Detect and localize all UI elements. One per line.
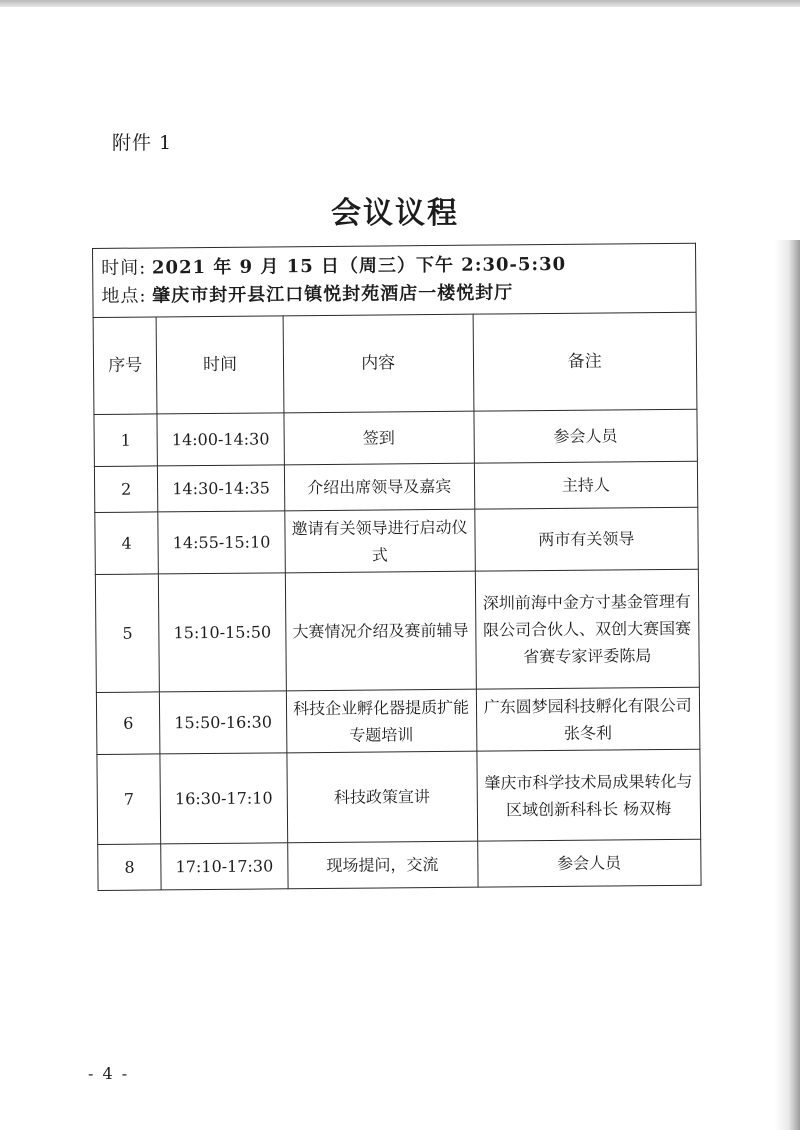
- meeting-place-line: [101, 278, 687, 311]
- content-cell: 科技企业孵化器提质扩能专题培训: [286, 689, 476, 753]
- content-cell: 介绍出席领导及嘉宾: [284, 463, 474, 511]
- time-cell: 16:30-17:10: [160, 753, 287, 844]
- seq-cell: 8: [98, 844, 162, 891]
- note-cell: 参会人员: [473, 409, 697, 463]
- table-row: [95, 507, 699, 574]
- column-header-seq: 序号: [93, 317, 157, 415]
- time-cell: 14:30-14:35: [158, 465, 285, 512]
- note-cell: 深圳前海中金方寸基金管理有限公司合伙人、双创大赛国赛省赛专家评委陈局: [475, 569, 700, 689]
- meeting-info-cell: [93, 243, 697, 317]
- note-cell: 参会人员: [477, 839, 701, 887]
- column-header-content: 内容: [283, 314, 474, 413]
- column-header-time: 时间: [156, 316, 283, 414]
- seq-cell: 1: [94, 414, 158, 467]
- page-title: 会议议程: [331, 196, 459, 231]
- time-cell: 14:00-14:30: [157, 413, 284, 466]
- table-header-row: [93, 312, 697, 414]
- meeting-info-row: [93, 243, 697, 317]
- note-cell: 主持人: [474, 461, 698, 509]
- time-cell: 15:50-16:30: [160, 691, 287, 754]
- table-row: [95, 569, 699, 692]
- note-cell: 肇庆市科学技术局成果转化与区域创新科科长 杨双梅: [476, 749, 700, 841]
- content-cell: 现场提问，交流: [287, 841, 477, 889]
- content-cell: 科技政策宣讲: [287, 751, 478, 843]
- seq-cell: 2: [94, 466, 158, 513]
- seq-cell: 5: [95, 574, 159, 693]
- table-row: [97, 749, 701, 844]
- agenda-table: [92, 243, 702, 891]
- note-cell: 两市有关领导: [474, 507, 698, 571]
- seq-cell: 6: [96, 692, 160, 755]
- meeting-time-label: 时间:: [101, 257, 147, 279]
- attachment-label: 附件 1: [112, 132, 173, 154]
- content-cell: 邀请有关领导进行启动仪式: [285, 509, 475, 573]
- seq-cell: 4: [95, 512, 159, 575]
- page-number: - 4 -: [88, 1064, 130, 1083]
- table-row: [96, 687, 700, 754]
- content-cell: 签到: [284, 411, 474, 465]
- table-row: [94, 409, 697, 466]
- scan-right-edge-shadow: [774, 240, 800, 1130]
- column-header-note: 备注: [473, 312, 697, 411]
- meeting-place-value: 肇庆市封开县江口镇悦封苑酒店一楼悦封厅: [152, 282, 514, 307]
- table-row: [98, 839, 701, 890]
- content-cell: 大赛情况介绍及赛前辅导: [285, 571, 476, 691]
- time-cell: 14:55-15:10: [158, 511, 285, 574]
- meeting-time-value: 2021 年 9 月 15 日（周三）下午 2:30-5:30: [151, 253, 567, 279]
- time-cell: 17:10-17:30: [161, 843, 288, 890]
- seq-cell: 7: [97, 754, 161, 845]
- time-cell: 15:10-15:50: [159, 573, 287, 692]
- note-cell: 广东圆梦园科技孵化有限公司 张冬利: [476, 687, 700, 751]
- table-row: [94, 461, 697, 512]
- meeting-place-label: 地点:: [101, 285, 147, 307]
- scan-top-shadow: [0, 0, 800, 7]
